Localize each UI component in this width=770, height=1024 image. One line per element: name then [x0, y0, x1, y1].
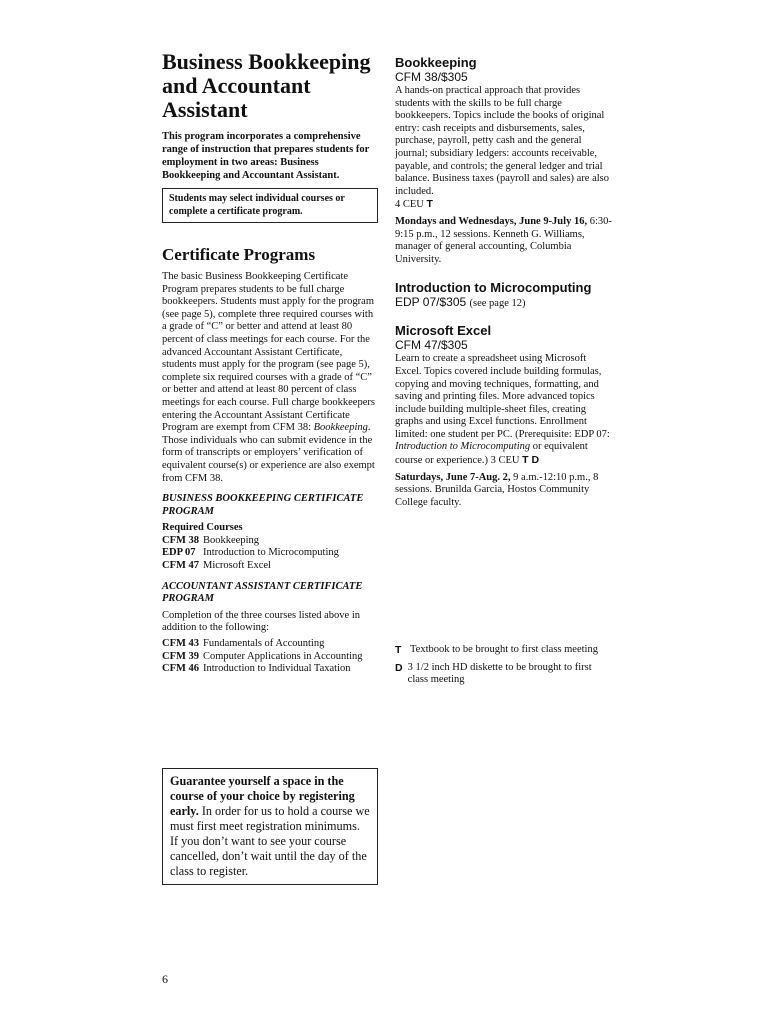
accountant-certificate-body: Completion of the three courses listed above in addition to the following:: [162, 609, 360, 634]
cert-body-part1: The basic Business Bookkeeping Certificate Program prepares students to be full charge bookkeepers. Students must apply for the program (see page 5), complete three required courses with a grade of “C” or better and attend at least 80 percent of class meetings for each course. For the advanced Accountant Assistant Certificate, students must apply for the program (see page 5), complete six required courses with a grade of “C” or better and attend at least 80 percent of class meetings for each course. Full charge bookkeepers entering the Accountant Assistant Certificate Program are exempt from CFM 38:: [162, 271, 375, 434]
legend-key: T: [395, 644, 402, 656]
excel-course-code: CFM 47/$305: [395, 338, 468, 353]
excel-course-heading: Microsoft Excel: [395, 323, 492, 339]
bookkeeping-course-list: [162, 535, 339, 573]
course-code: CFM 43: [162, 638, 200, 650]
course-code: EDP 07: [162, 547, 196, 559]
legend-text: 3 1/2 inch HD diskette to be brought to first class meeting: [407, 661, 592, 686]
schedule-dates: Mondays and Wednesdays, June 9-July 16,: [395, 215, 588, 227]
excel-desc-part2: or equivalent course or experience.) 3 CEU: [395, 441, 588, 467]
required-courses-label: Required Courses: [162, 522, 243, 534]
course-row: [162, 547, 339, 560]
micro-see-page: (see page 12): [469, 298, 526, 310]
course-row: [162, 560, 339, 573]
excel-desc-italic: Introduction to Microcomputing: [395, 441, 531, 453]
course-code: CFM 38: [162, 534, 200, 546]
bookkeeping-ceu: [395, 198, 613, 212]
bookkeeping-schedule: [395, 216, 613, 266]
materials-marks: T D: [522, 454, 540, 467]
micro-course-code-line: [395, 295, 613, 311]
course-name: Fundamentals of Accounting: [203, 638, 325, 650]
page-title: Business Bookkeeping and Accountant Assistant: [162, 49, 371, 122]
guarantee-bold-text: Guarantee yourself a space in the course of your choice by registering early.: [170, 774, 355, 818]
bookkeeping-description: A hands-on practical approach that provides students with the skills to be full charge bookkeepers. Topics include the books of original entry: cash receipts and disbursements, sales, purchase, payroll, petty cash and the general journal; subsidiary ledgers: accounts receivable, payable, and controls; the general ledger and trial balance. Business taxes (payroll and sales) are also included.: [395, 85, 610, 197]
micro-course-code: EDP 07/$305: [395, 295, 467, 310]
course-name: Computer Applications in Accounting: [203, 650, 363, 662]
course-name: Microsoft Excel: [203, 560, 271, 572]
course-code: CFM 46: [162, 663, 200, 675]
bookkeeping-course-heading: Bookkeeping: [395, 55, 477, 70]
course-code: CFM 39: [162, 650, 200, 662]
course-row: [162, 638, 363, 651]
program-intro: This program incorporates a comprehensive range of instruction that prepares students for employment in two areas: Business Bookkeeping and Accountant Assistant.: [162, 131, 370, 181]
materials-marks: T: [426, 198, 433, 211]
ceu-value: 4 CEU: [395, 199, 424, 211]
left-column: [162, 50, 378, 676]
excel-description: [395, 353, 613, 467]
registration-guarantee-box: [162, 768, 378, 885]
schedule-details: 6:30-9:15 p.m., 12 sessions. Kenneth G. Williams, manager of general accounting, Columbia University.: [395, 215, 612, 265]
bookkeeping-course-code: CFM 38/$305: [395, 70, 468, 84]
course-row: [162, 651, 363, 664]
course-name: Introduction to Individual Taxation: [203, 663, 351, 675]
legend-item: [395, 644, 613, 657]
course-row: [162, 663, 363, 676]
schedule-details: 9 a.m.-12:10 p.m., 8 sessions. Brunilda Garcia, Hostos Community College faculty.: [395, 471, 599, 508]
guarantee-body-text: In order for us to hold a course we must first meet registration minimums. If you don’t want to see your course cancelled, don’t wait until the day of the class to register.: [170, 804, 370, 878]
accountant-certificate-heading: ACCOUNTANT ASSISTANT CERTIFICATE PROGRAM: [162, 580, 363, 605]
certificate-programs-body: [162, 271, 378, 485]
certificate-programs-heading: Certificate Programs: [162, 245, 316, 264]
course-row: [162, 535, 339, 548]
bookkeeping-certificate-heading: BUSINESS BOOKKEEPING CERTIFICATE PROGRAM: [162, 493, 364, 517]
right-column: [395, 55, 613, 509]
course-name: Bookkeeping: [203, 534, 259, 546]
legend-item: [395, 662, 613, 687]
course-code: CFM 47: [162, 560, 200, 572]
page-number: 6: [162, 972, 168, 986]
excel-desc-part1: Learn to create a spreadsheet using Microsoft Excel. Topics covered include building formulas, copying and moving techniques, formatting, and saving and printing files. More advanced topics include building multiple-sheet files, creating graphs and using Excel functions. Enrollment limited: one student per PC. (Prerequisite: EDP 07:: [395, 353, 610, 440]
micro-course-heading: Introduction to Microcomputing: [395, 280, 592, 296]
cert-body-part2: . Those individuals who can submit evidence in the form of transcripts or employers’ verification of equivalent course(s) or experience are also exempt from CFM 38.: [162, 422, 375, 484]
legend-key: D: [395, 661, 403, 674]
schedule-dates: Saturdays, June 7-Aug. 2,: [395, 471, 511, 483]
accountant-course-list: [162, 638, 363, 676]
materials-legend: [395, 644, 613, 692]
excel-schedule: [395, 472, 613, 510]
cert-body-italic: Bookkeeping: [313, 422, 368, 434]
legend-text: Textbook to be brought to first class meeting: [410, 644, 598, 655]
selection-note-box: Students may select individual courses or complete a certificate program.: [162, 188, 378, 223]
course-name: Introduction to Microcomputing: [203, 547, 339, 559]
